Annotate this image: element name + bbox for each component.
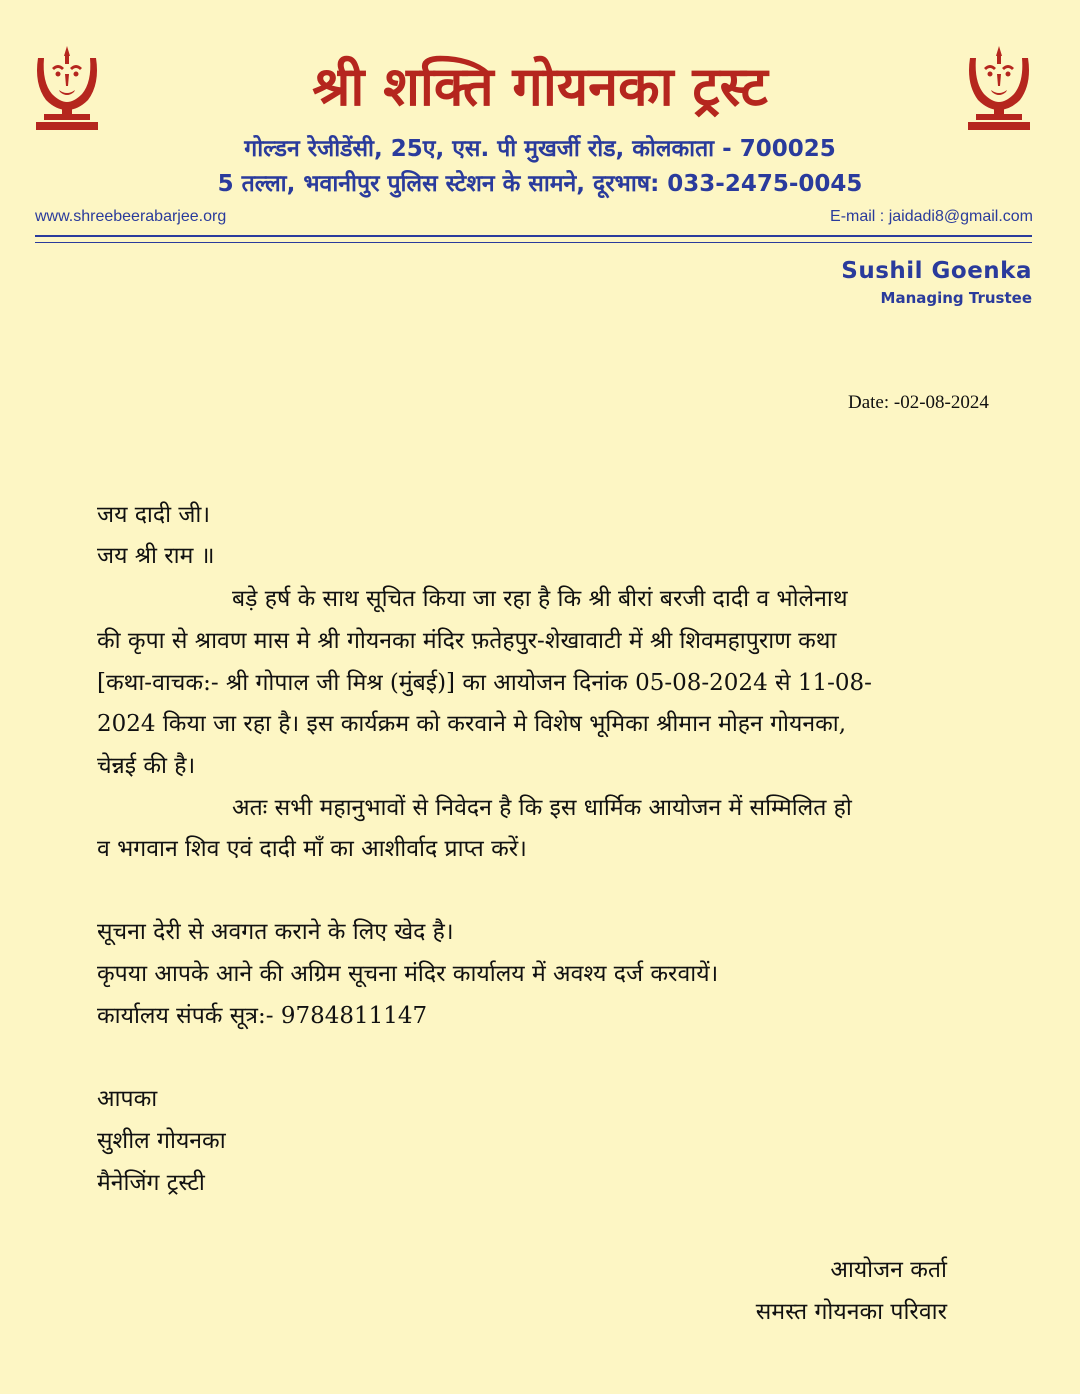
- organizer-family: समस्त गोयनका परिवार: [755, 1299, 947, 1325]
- trust-logo-right: [964, 44, 1034, 132]
- closing-role: मैनेजिंग ट्रस्टी: [97, 1170, 205, 1196]
- paragraph-line: [कथा-वाचक:- श्री गोपाल जी मिश्र (मुंबई)] का आयोजन दिनांक 05-08-2024 से 11-08-: [97, 670, 872, 696]
- dadi-ji-symbol-icon: [32, 44, 102, 132]
- paragraph-line: अतः सभी महानुभावों से निवेदन है कि इस धार्मिक आयोजन में सम्मिलित हो: [232, 795, 852, 821]
- paragraph-line: चेन्नई की है।: [97, 753, 196, 779]
- office-contact: कार्यालय संपर्क सूत्र:- 9784811147: [97, 1003, 428, 1029]
- dadi-ji-symbol-icon: [964, 44, 1034, 132]
- paragraph-line: 2024 किया जा रहा है। इस कार्यक्रम को करवाने मे विशेष भूमिका श्रीमान मोहन गोयनका,: [97, 711, 847, 737]
- email-link[interactable]: E-mail : jaidadi8@gmail.com: [830, 208, 1033, 225]
- header-divider-thin: [35, 242, 1032, 243]
- organizer-label: आयोजन कर्ता: [830, 1257, 947, 1283]
- trust-logo-left: [32, 44, 102, 132]
- greeting-line: जय श्री राम ॥: [97, 543, 215, 569]
- closing-name: सुशील गोयनका: [97, 1128, 226, 1154]
- trustee-name-en: Sushil Goenka: [841, 258, 1032, 284]
- letter-date: Date: -02-08-2024: [848, 392, 989, 413]
- header-divider: [35, 235, 1032, 237]
- paragraph-line: की कृपा से श्रावण मास मे श्री गोयनका मंदिर फ़तेहपुर-शेखावाटी में श्री शिवमहापुराण कथा: [97, 628, 837, 654]
- closing-yours: आपका: [97, 1086, 158, 1112]
- trustee-role-en: Managing Trustee: [880, 289, 1032, 307]
- address-line-1: गोल्डन रेजीडेंसी, 25ए, एस. पी मुखर्जी रोड, कोलकाता - 700025: [244, 136, 836, 162]
- apology-note: सूचना देरी से अवगत कराने के लिए खेद है।: [97, 919, 454, 945]
- website-link[interactable]: www.shreebeerabarjee.org: [35, 208, 227, 225]
- greeting-line: जय दादी जी।: [97, 502, 211, 528]
- advance-notice-note: कृपया आपके आने की अग्रिम सूचना मंदिर कार्यालय में अवश्य दर्ज करवायें।: [97, 961, 719, 987]
- paragraph-line: बड़े हर्ष के साथ सूचित किया जा रहा है कि श्री बीरां बरजी दादी व भोलेनाथ: [232, 586, 848, 612]
- paragraph-line: व भगवान शिव एवं दादी माँ का आशीर्वाद प्राप्त करें।: [97, 836, 527, 862]
- trust-title: श्री शक्ति गोयनका ट्रस्ट: [312, 55, 768, 118]
- address-line-2: 5 तल्ला, भवानीपुर पुलिस स्टेशन के सामने, दूरभाष: 033-2475-0045: [217, 171, 863, 197]
